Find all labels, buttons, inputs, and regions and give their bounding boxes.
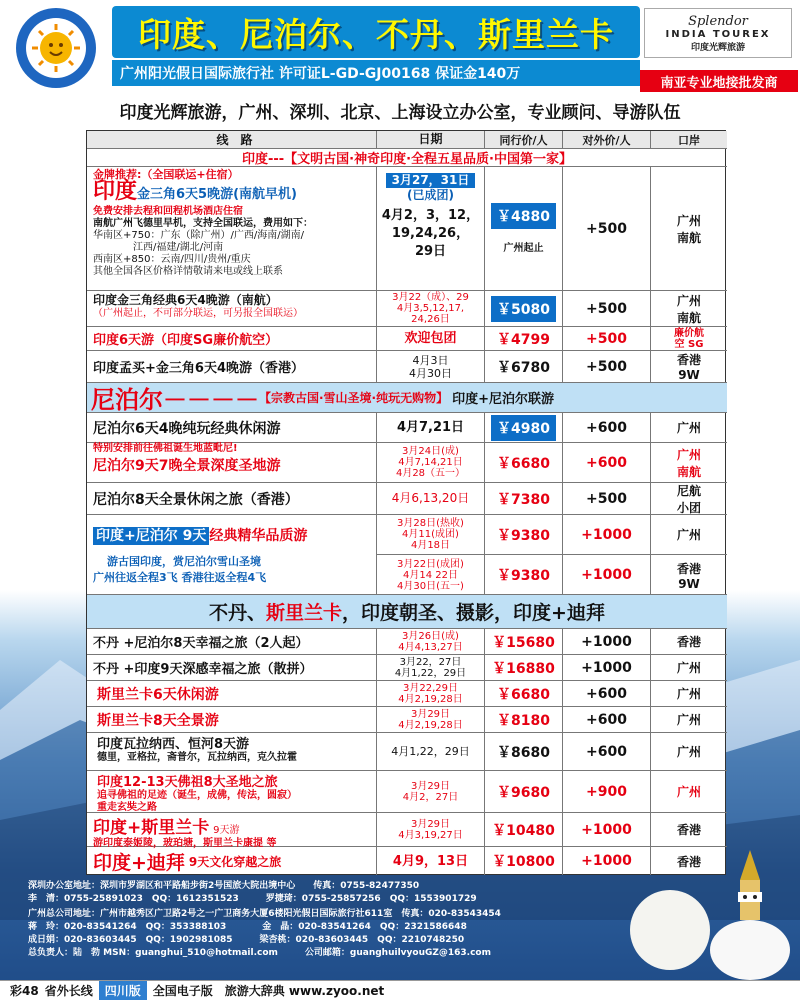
col-peer-price-header: 同行价/人 bbox=[485, 131, 563, 148]
route-note: 德里，亚格拉，斋普尔，瓦拉纳西，克久拉霍 bbox=[97, 752, 297, 763]
route-name: 尼泊尔9天7晚全景深度圣地游 bbox=[93, 458, 281, 474]
route-note: 西南区+850：云南/四川/贵州/重庆 bbox=[93, 254, 251, 265]
route-note: 特别安排前往佛祖诞生地蓝毗尼! bbox=[93, 443, 238, 454]
peer-price-cell bbox=[485, 167, 563, 290]
route-cell bbox=[87, 655, 377, 680]
route-name: 斯里兰卡8天全景游 bbox=[97, 712, 219, 729]
date: 3月24日(成) bbox=[402, 446, 459, 457]
nepal-section-title: 尼泊尔－－－－ bbox=[91, 386, 259, 414]
brand-line3: 印度光辉旅游 bbox=[690, 42, 745, 53]
date: 3月29日 bbox=[410, 708, 451, 720]
retail-price: +900 bbox=[563, 771, 651, 812]
port-airline: 9W bbox=[678, 576, 700, 591]
route-note: 追寻佛祖的足迹（诞生，成佛，传法，圆寂） bbox=[97, 790, 297, 801]
route-cell bbox=[87, 629, 377, 654]
bottom-bar bbox=[0, 980, 800, 1000]
date-cell bbox=[377, 515, 485, 555]
date: 4月2,19,28日 bbox=[398, 719, 463, 731]
date-cell bbox=[377, 681, 485, 706]
port-cell bbox=[651, 707, 727, 732]
retail-price: +1000 bbox=[563, 655, 651, 680]
port-name: 香港 bbox=[676, 854, 701, 869]
footer-line: 蒋 玲：020-83541264 QQ：353388103 金 晶：020-83541264 QQ：2321586648 bbox=[28, 922, 467, 932]
port-cell bbox=[651, 443, 727, 482]
page-number: 彩48 bbox=[10, 984, 39, 998]
title-banner bbox=[112, 6, 640, 58]
port-cell bbox=[651, 681, 727, 706]
port-name: 广州 bbox=[676, 745, 701, 759]
footer-line: 深圳办公室地址：深圳市罗湖区和平路船步街2号国旅大院出境中心 传真：0755-82477350 bbox=[28, 881, 420, 891]
port-name: 广州 bbox=[676, 293, 701, 308]
retail-price: +600 bbox=[563, 413, 651, 442]
route-name: 斯里兰卡6天休闲游 bbox=[97, 686, 219, 703]
peer-price: ￥8680 bbox=[485, 733, 563, 770]
date: 4月18日 bbox=[410, 540, 451, 551]
route-name: 不丹 +尼泊尔8天幸福之旅（2人起） bbox=[93, 636, 309, 651]
date: 4月2,19,28日 bbox=[398, 693, 463, 705]
port-cell bbox=[651, 733, 727, 770]
route-name-small: 9天文化穿越之旅 bbox=[188, 854, 282, 869]
route-name: 尼泊尔6天4晚纯玩经典休闲游 bbox=[93, 420, 281, 437]
route-cell bbox=[87, 707, 377, 732]
route-note: （广州起止，不可部分联运，可另报全国联运） bbox=[93, 308, 303, 319]
date: 4月30日 bbox=[409, 366, 452, 380]
route-note: 其他全国各区价格详情敬请来电或线上联系 bbox=[93, 266, 283, 277]
retail-price: +1000 bbox=[563, 629, 651, 654]
route-name-big: 印度 bbox=[93, 179, 138, 204]
retail-price: +1000 bbox=[563, 847, 651, 875]
date: 3月29日 bbox=[410, 818, 451, 830]
table-row bbox=[87, 771, 727, 813]
date: 4月14 22日 bbox=[403, 569, 458, 581]
retail-price: +500 bbox=[563, 351, 651, 382]
port-airline: 南航 bbox=[676, 310, 701, 325]
india-section-title: 印度---【文明古国·神奇印度·全程五星品质·中国第一家】 bbox=[241, 152, 572, 167]
footer-line: 李 清：0755-25891023 QQ：1612351523 罗捷琦：0755-25857256 QQ：1553901729 bbox=[28, 894, 477, 904]
section-part: 斯里兰卡 bbox=[266, 602, 343, 624]
retail-price: +1000 bbox=[563, 555, 651, 595]
retail-price: +500 bbox=[563, 291, 651, 326]
date: 3月28日(热收) bbox=[397, 518, 464, 529]
peer-price: ￥9380 bbox=[485, 515, 563, 555]
sunshine-holiday-logo bbox=[8, 6, 104, 90]
date: 4月3日 bbox=[412, 353, 449, 367]
publication-label: 全国电子版 旅游大辞典 www.zyoo.net bbox=[152, 984, 385, 998]
port-name: 香港 bbox=[676, 635, 701, 649]
port-cell bbox=[651, 167, 727, 290]
promo-label: 金牌推荐:（全国联运+住宿） bbox=[93, 168, 239, 181]
table-row bbox=[87, 655, 727, 681]
price-note: 广州起止 bbox=[503, 243, 544, 254]
port-name: 广州 bbox=[676, 421, 701, 435]
date-cell: 4月6,13,20日 bbox=[377, 483, 485, 514]
route-name-big: 印度+斯里兰卡 bbox=[93, 818, 210, 838]
port-airline: 南航 bbox=[676, 464, 701, 479]
category-label: 省外长线 bbox=[44, 984, 93, 998]
route-note: 华南区+750：广东（除广州）/广西/海南/湖南/ bbox=[93, 230, 304, 241]
port-cell bbox=[651, 327, 727, 350]
route-cell bbox=[87, 771, 377, 812]
brand-line1: Splendor bbox=[688, 13, 748, 29]
peer-price: ￥6780 bbox=[485, 351, 563, 382]
table-row bbox=[87, 351, 727, 383]
route-name-small: 9天游 bbox=[213, 825, 240, 836]
col-retail-price-header: 对外价/人 bbox=[563, 131, 651, 148]
india-tourex-logo bbox=[644, 8, 792, 58]
route-name: 金三角6天5晚游(南航早机) bbox=[137, 187, 297, 202]
route-cell bbox=[87, 167, 377, 290]
port-airline: 小团 bbox=[676, 500, 701, 515]
port-airline: 空 SG bbox=[674, 338, 704, 350]
col-port-header: 口岸 bbox=[678, 133, 700, 147]
table-row bbox=[87, 515, 727, 595]
date: 3月22，27日 bbox=[399, 656, 462, 668]
route-name: 不丹 +印度9天深感幸福之旅（散拼） bbox=[93, 662, 313, 677]
table-row bbox=[87, 733, 727, 771]
date: 4月2，27日 bbox=[402, 791, 459, 803]
date: 4月28（五一） bbox=[395, 468, 466, 479]
date-cell bbox=[377, 655, 485, 680]
table-row bbox=[87, 413, 727, 443]
route-cell bbox=[87, 681, 377, 706]
date-cell bbox=[377, 707, 485, 732]
bhutan-section-header bbox=[87, 595, 727, 629]
footer-line: 广州总公司地址：广州市越秀区广卫路2号之一广卫商务大厦6楼阳光假日国际旅行社611室 传真：020-83543454 bbox=[28, 909, 501, 919]
date-cell bbox=[377, 167, 485, 290]
peer-price: ￥16880 bbox=[485, 655, 563, 680]
date: 4月3,5,12,17, bbox=[396, 303, 465, 314]
date: 4月3,19,27日 bbox=[398, 829, 463, 841]
date-highlight-note: (已成团) bbox=[407, 188, 454, 202]
peer-price: ￥7380 bbox=[485, 483, 563, 514]
date-cell: 欢迎包团 bbox=[377, 327, 485, 350]
port-name: 尼航 bbox=[676, 483, 701, 498]
tour-table bbox=[86, 130, 726, 875]
date: 4月7,14,21日 bbox=[398, 457, 463, 468]
date: 3月29日 bbox=[410, 780, 451, 792]
offices-banner: 印度光辉旅游，广州、深圳、北京、上海设立办公室，专业顾问、导游队伍 bbox=[119, 103, 681, 123]
port-name: 广州 bbox=[676, 447, 701, 462]
contact-footer bbox=[0, 880, 800, 976]
route-cell bbox=[87, 327, 377, 350]
port-name: 廉价航 bbox=[674, 327, 704, 339]
retail-price: +500 bbox=[563, 327, 651, 350]
date: 3月22（成）、29 bbox=[392, 292, 469, 303]
page-title: 印度、尼泊尔、不丹、斯里兰卡 bbox=[138, 14, 614, 54]
date-cell: 4月7,21日 bbox=[377, 413, 485, 442]
route-name-big: 印度+迪拜 bbox=[93, 851, 185, 874]
date-cell: 4月9，13日 bbox=[377, 847, 485, 875]
route-cell bbox=[87, 351, 377, 382]
port-airline: 南航 bbox=[676, 230, 701, 245]
table-row bbox=[87, 707, 727, 733]
port-name: 香港 bbox=[676, 561, 701, 576]
peer-price: ￥10800 bbox=[485, 847, 563, 875]
nepal-section-tag: 【宗教古国·雪山圣境·纯玩无购物】 bbox=[259, 391, 449, 405]
table-row bbox=[87, 291, 727, 327]
port-name: 广州 bbox=[676, 687, 701, 701]
peer-price: ￥9680 bbox=[485, 771, 563, 812]
route-cell bbox=[87, 515, 377, 594]
peer-price: ￥4799 bbox=[485, 327, 563, 350]
edition-tag: 四川版 bbox=[99, 981, 147, 1000]
table-row bbox=[87, 629, 727, 655]
header bbox=[0, 0, 800, 92]
table-header-row bbox=[87, 131, 727, 149]
port-name: 香港 bbox=[676, 353, 701, 367]
date-cell bbox=[377, 771, 485, 812]
col-route-header: 线 路 bbox=[87, 131, 377, 148]
peer-price: ￥5080 bbox=[491, 296, 556, 322]
date-cell bbox=[377, 813, 485, 846]
retail-price: +600 bbox=[563, 733, 651, 770]
route-note: 南航广州飞德里早机，支持全国联运，费用如下： bbox=[93, 218, 313, 229]
port-cell bbox=[651, 771, 727, 812]
date: 3月22,29日 bbox=[403, 682, 458, 694]
peer-price: ￥9380 bbox=[485, 555, 563, 595]
retail-price: +600 bbox=[563, 443, 651, 482]
peer-price: ￥4880 bbox=[491, 203, 556, 229]
retail-price: +1000 bbox=[563, 515, 651, 555]
date: 4月4,13,27日 bbox=[398, 641, 463, 653]
port-cell bbox=[651, 291, 727, 326]
peer-price: ￥15680 bbox=[485, 629, 563, 654]
port-name: 广州 bbox=[676, 213, 701, 228]
date-cell bbox=[377, 555, 485, 595]
port-name: 广州 bbox=[676, 785, 701, 799]
peer-price-cell bbox=[485, 291, 563, 326]
port-name: 广州 bbox=[676, 528, 701, 542]
table-row bbox=[87, 167, 727, 291]
port-cell bbox=[651, 655, 727, 680]
agency-license: 广州阳光假日国际旅行社 许可证L-GD-GJ00168 保证金140万 bbox=[112, 60, 640, 86]
date: 4月11(成团) bbox=[402, 529, 459, 540]
route-note: 游古国印度，赏尼泊尔雪山圣境 bbox=[107, 554, 261, 568]
route-name: 印度6天游（印度SG廉价航空） bbox=[93, 333, 279, 348]
wholesale-badge: 南亚专业地接批发商 bbox=[640, 70, 798, 92]
route-cell bbox=[87, 443, 377, 482]
port-cell bbox=[651, 483, 727, 514]
peer-price: ￥6680 bbox=[485, 443, 563, 482]
route-cell bbox=[87, 413, 377, 442]
table-row bbox=[87, 327, 727, 351]
route-cell bbox=[87, 847, 377, 875]
route-cell bbox=[87, 733, 377, 770]
date: 3月22日(成团) bbox=[397, 558, 464, 570]
retail-price: +500 bbox=[563, 483, 651, 514]
date: 3月26日(成) bbox=[402, 630, 459, 642]
route-note: 广州往返全程3飞 香港往返全程4飞 bbox=[93, 570, 267, 584]
retail-price: +1000 bbox=[563, 813, 651, 846]
peer-price: ￥4980 bbox=[491, 415, 556, 441]
date: 4月30日(五一) bbox=[397, 580, 464, 592]
date-cell: 4月1,22，29日 bbox=[377, 733, 485, 770]
peer-price-cell bbox=[485, 413, 563, 442]
peer-price: ￥10480 bbox=[485, 813, 563, 846]
route-note: 江西/福建/湖北/河南 bbox=[133, 242, 224, 253]
port-cell bbox=[651, 351, 727, 382]
date-list: 19,24,26， bbox=[391, 226, 470, 241]
port-name: 广州 bbox=[676, 661, 701, 675]
date-list: 29日 bbox=[414, 244, 447, 259]
route-name: 经典精华品质游 bbox=[209, 527, 308, 544]
date-cell bbox=[377, 351, 485, 382]
table-row bbox=[87, 681, 727, 707]
brand-line2: INDIA TOUREX bbox=[665, 28, 771, 40]
footer-line: 总负责人：陆 勃 MSN：guanghui_510@hotmail.com 公司邮箱：guanghuilvyouGZ@163.com bbox=[28, 948, 491, 958]
date-list: 4月2，3，12， bbox=[381, 208, 480, 223]
section-part: ，印度朝圣、摄影，印度+迪拜 bbox=[342, 602, 605, 624]
port-cell bbox=[651, 413, 727, 442]
port-cell bbox=[651, 515, 727, 555]
route-name: 印度12-13天佛祖8大圣地之旅 bbox=[97, 775, 278, 790]
route-note: 免费安排去程和回程机场酒店住宿 bbox=[93, 206, 243, 217]
date-highlight: 3月27，31日 bbox=[386, 173, 476, 188]
route-cell bbox=[87, 291, 377, 326]
route-name: 印度孟买+金三角6天4晚游（香港） bbox=[93, 361, 304, 376]
retail-price: +600 bbox=[563, 707, 651, 732]
port-name: 香港 bbox=[676, 823, 701, 837]
table-row bbox=[87, 443, 727, 483]
route-name: 印度金三角经典6天4晚游（南航） bbox=[93, 293, 278, 307]
route-cell bbox=[87, 483, 377, 514]
route-name: 印度瓦拉纳西、恒河8天游 bbox=[97, 737, 250, 752]
port-cell bbox=[651, 555, 727, 595]
table-row bbox=[87, 483, 727, 515]
retail-price: +600 bbox=[563, 681, 651, 706]
route-cell bbox=[87, 813, 377, 849]
date-cell bbox=[377, 629, 485, 654]
retail-price: +500 bbox=[563, 167, 651, 290]
col-date-header: 日期 bbox=[377, 131, 485, 148]
section-part: 不丹、 bbox=[209, 602, 267, 624]
port-airline: 9W bbox=[678, 368, 700, 382]
date-cell bbox=[377, 291, 485, 326]
route-note: 游印度泰姬陵，玻珀塘，斯里兰卡康提 等 bbox=[93, 838, 277, 849]
date: 4月1,22，29日 bbox=[394, 667, 467, 679]
india-section-header bbox=[87, 149, 727, 167]
date-cell bbox=[377, 443, 485, 482]
peer-price: ￥8180 bbox=[485, 707, 563, 732]
route-note: 重走玄奘之路 bbox=[97, 802, 157, 813]
peer-price: ￥6680 bbox=[485, 681, 563, 706]
route-name-box: 印度+尼泊尔 9天 bbox=[93, 527, 209, 545]
nepal-section-extra: 印度+尼泊尔联游 bbox=[452, 392, 555, 407]
route-name: 尼泊尔8天全景休闲之旅（香港） bbox=[93, 491, 299, 508]
port-cell bbox=[651, 629, 727, 654]
footer-line: 成日娟：020-83603445 QQ：1902981085 梁杏桃：020-83603445 QQ：2210748250 bbox=[28, 935, 465, 945]
port-name: 广州 bbox=[676, 713, 701, 727]
date: 24,26日 bbox=[411, 314, 450, 325]
nepal-section-header bbox=[87, 383, 727, 413]
